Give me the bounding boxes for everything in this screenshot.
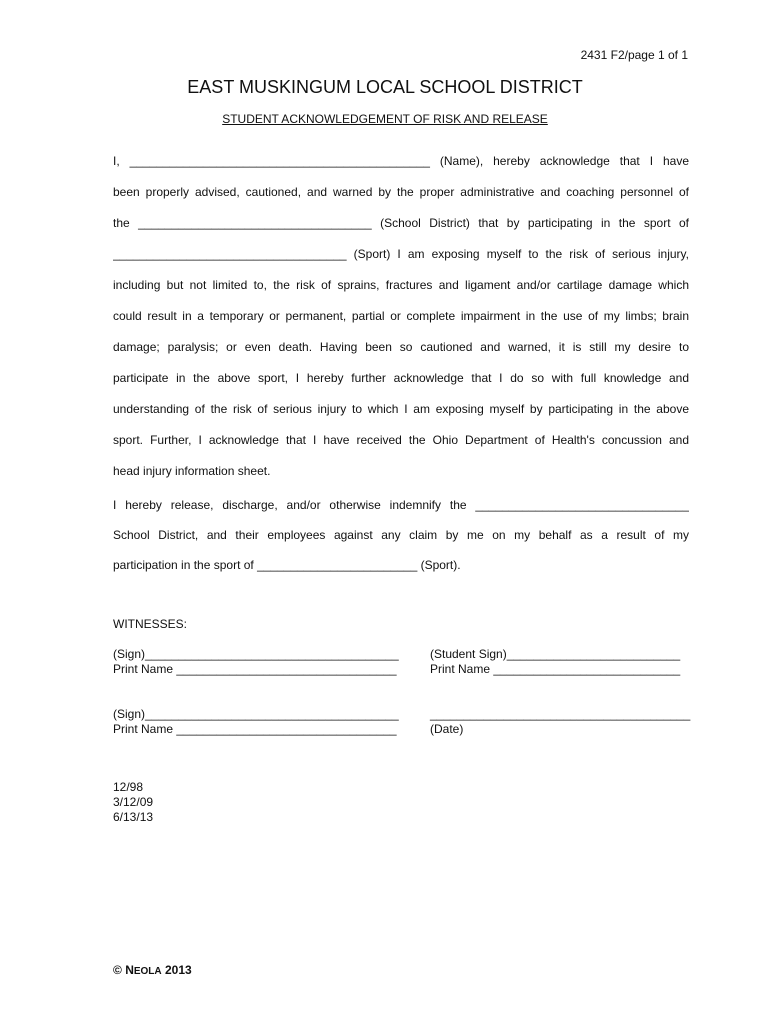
student-sign-line[interactable]: (Student Sign)__________________________ xyxy=(430,647,681,661)
paragraph-line: School District, and their employees against any claim by me on my behalf as a result of my xyxy=(113,528,689,542)
witness-2-sign-line[interactable]: (Sign)______________________________________ xyxy=(113,707,399,721)
paragraph-line: sport. Further, I acknowledge that I have received the Ohio Department of Health's concussion and xyxy=(113,433,689,447)
document-subtitle xyxy=(0,112,770,126)
witness-1-sign-line[interactable]: (Sign)______________________________________ xyxy=(113,647,399,661)
witness-2-block xyxy=(113,707,399,737)
revision-dates xyxy=(113,780,153,825)
student-print-name-line[interactable]: Print Name ____________________________ xyxy=(430,662,681,676)
paragraph-line: could result in a temporary or permanent, partial or complete impairment in the use of my limbs; brain xyxy=(113,309,689,323)
copyright-notice xyxy=(113,963,192,977)
date-label: (Date) xyxy=(430,722,464,736)
paragraph-line: ___________________________________ (Sport) I am exposing myself to the risk of serious injury, xyxy=(113,247,689,261)
copyright-brand-initial: N xyxy=(125,963,134,977)
paragraph-line: damage; paralysis; or even death. Having been so cautioned and warned, it is still my desire to xyxy=(113,340,689,354)
student-block xyxy=(430,647,680,677)
document-subtitle-text: STUDENT ACKNOWLEDGEMENT OF RISK AND RELEASE xyxy=(222,112,548,126)
revision-date: 3/12/09 xyxy=(113,795,154,809)
revision-date: 6/13/13 xyxy=(113,810,154,824)
copyright-brand-rest: EOLA xyxy=(133,966,162,977)
copyright-year: 2013 xyxy=(164,963,192,977)
paragraph-line: including but not limited to, the risk of sprains, fractures and ligament and/or cartilage damage which xyxy=(113,278,689,292)
date-line[interactable]: _______________________________________ xyxy=(430,707,691,721)
release-paragraph xyxy=(113,490,689,580)
page-reference: 2431 F2/page 1 of 1 xyxy=(580,48,688,62)
paragraph-line: I hereby release, discharge, and/or otherwise indemnify the ________________________________ xyxy=(113,498,689,512)
paragraph-line: the ___________________________________ (School District) that by participating in the sport of xyxy=(113,216,689,230)
document-title: EAST MUSKINGUM LOCAL SCHOOL DISTRICT xyxy=(187,77,583,97)
copyright-brand xyxy=(125,963,161,977)
paragraph-line: participation in the sport of ________________________ (Sport). xyxy=(113,558,461,572)
acknowledgement-paragraph xyxy=(113,146,689,487)
copyright-symbol: © xyxy=(113,963,122,977)
date-block xyxy=(430,707,690,737)
paragraph-line: I, _____________________________________________ (Name), hereby acknowledge that I have xyxy=(113,154,689,168)
paragraph-line: participate in the above sport, I hereby further acknowledge that I do so with full knowledge and xyxy=(113,371,689,385)
witness-1-print-name-line[interactable]: Print Name _________________________________ xyxy=(113,662,397,676)
witnesses-heading: WITNESSES: xyxy=(113,617,188,631)
witness-2-print-name-line[interactable]: Print Name _________________________________ xyxy=(113,722,397,736)
paragraph-line: head injury information sheet. xyxy=(113,464,271,478)
paragraph-line: understanding of the risk of serious injury to which I am exposing myself by participating in the above xyxy=(113,402,689,416)
revision-date: 12/98 xyxy=(113,780,144,794)
paragraph-line: been properly advised, cautioned, and warned by the proper administrative and coaching personnel of xyxy=(113,185,689,199)
witness-1-block xyxy=(113,647,399,677)
